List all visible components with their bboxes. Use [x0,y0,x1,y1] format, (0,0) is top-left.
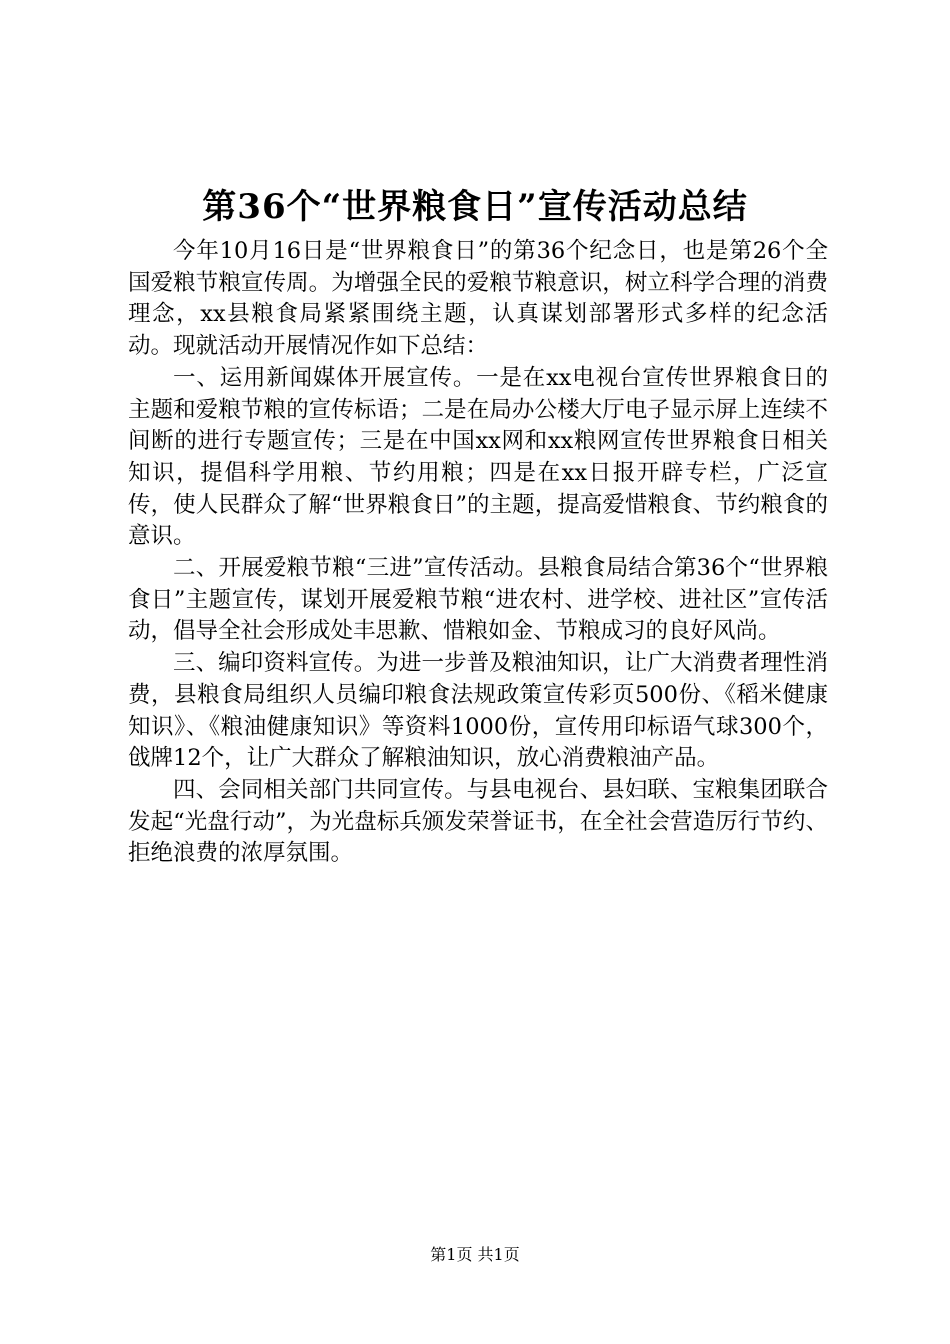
page-number-footer: 第1页 共1页 [430,1245,520,1264]
paragraph-section-3: 三、编印资料宣传。为进一步普及粮油知识，让广大消费者理性消费，县粮食局组织人员编印粮食法规政策宣传彩页500份、《稻米健康知识》、《粮油健康知识》等资料1000份，宣传用印标语气球300个，戗牌12个，让广大群众了解粮油知识，放心消费粮油产品。 [128,650,828,772]
paragraph-section-1: 一、运用新闻媒体开展宣传。一是在xx电视台宣传世界粮食日的主题和爱粮节粮的宣传标语；二是在局办公楼大厅电子显示屏上连续不间断的进行专题宣传；三是在中国xx网和xx粮网宣传世界粮食日相关知识，提倡科学用粮、节约用粮；四是在xx日报开辟专栏，广泛宣传，使人民群众了解“世界粮食日”的主题，提高爱惜粮食、节约粮食的意识。 [128,364,828,550]
document-title: 第36个“世界粮食日”宣传活动总结 [202,187,748,227]
document-body [128,236,828,870]
paragraph-intro: 今年10月16日是“世界粮食日”的第36个纪念日，也是第26个全国爱粮节粮宣传周。为增强全民的爱粮节粮意识，树立科学合理的消费理念，xx县粮食局紧紧围绕主题，认真谋划部署形式多样的纪念活动。现就活动开展情况作如下总结： [128,238,828,360]
paragraph-section-4: 四、会同相关部门共同宣传。与县电视台、县妇联、宝粮集团联合发起“光盘行动”，为光盘标兵颁发荣誉证书，在全社会营造厉行节约、拒绝浪费的浓厚氛围。 [128,776,828,867]
paragraph-section-2: 二、开展爱粮节粮“三进”宣传活动。县粮食局结合第36个“世界粮食日”主题宣传，谋划开展爱粮节粮“进农村、进学校、进社区”宣传活动，倡导全社会形成处丰思歉、惜粮如金、节粮成习的良好风尚。 [128,555,828,645]
